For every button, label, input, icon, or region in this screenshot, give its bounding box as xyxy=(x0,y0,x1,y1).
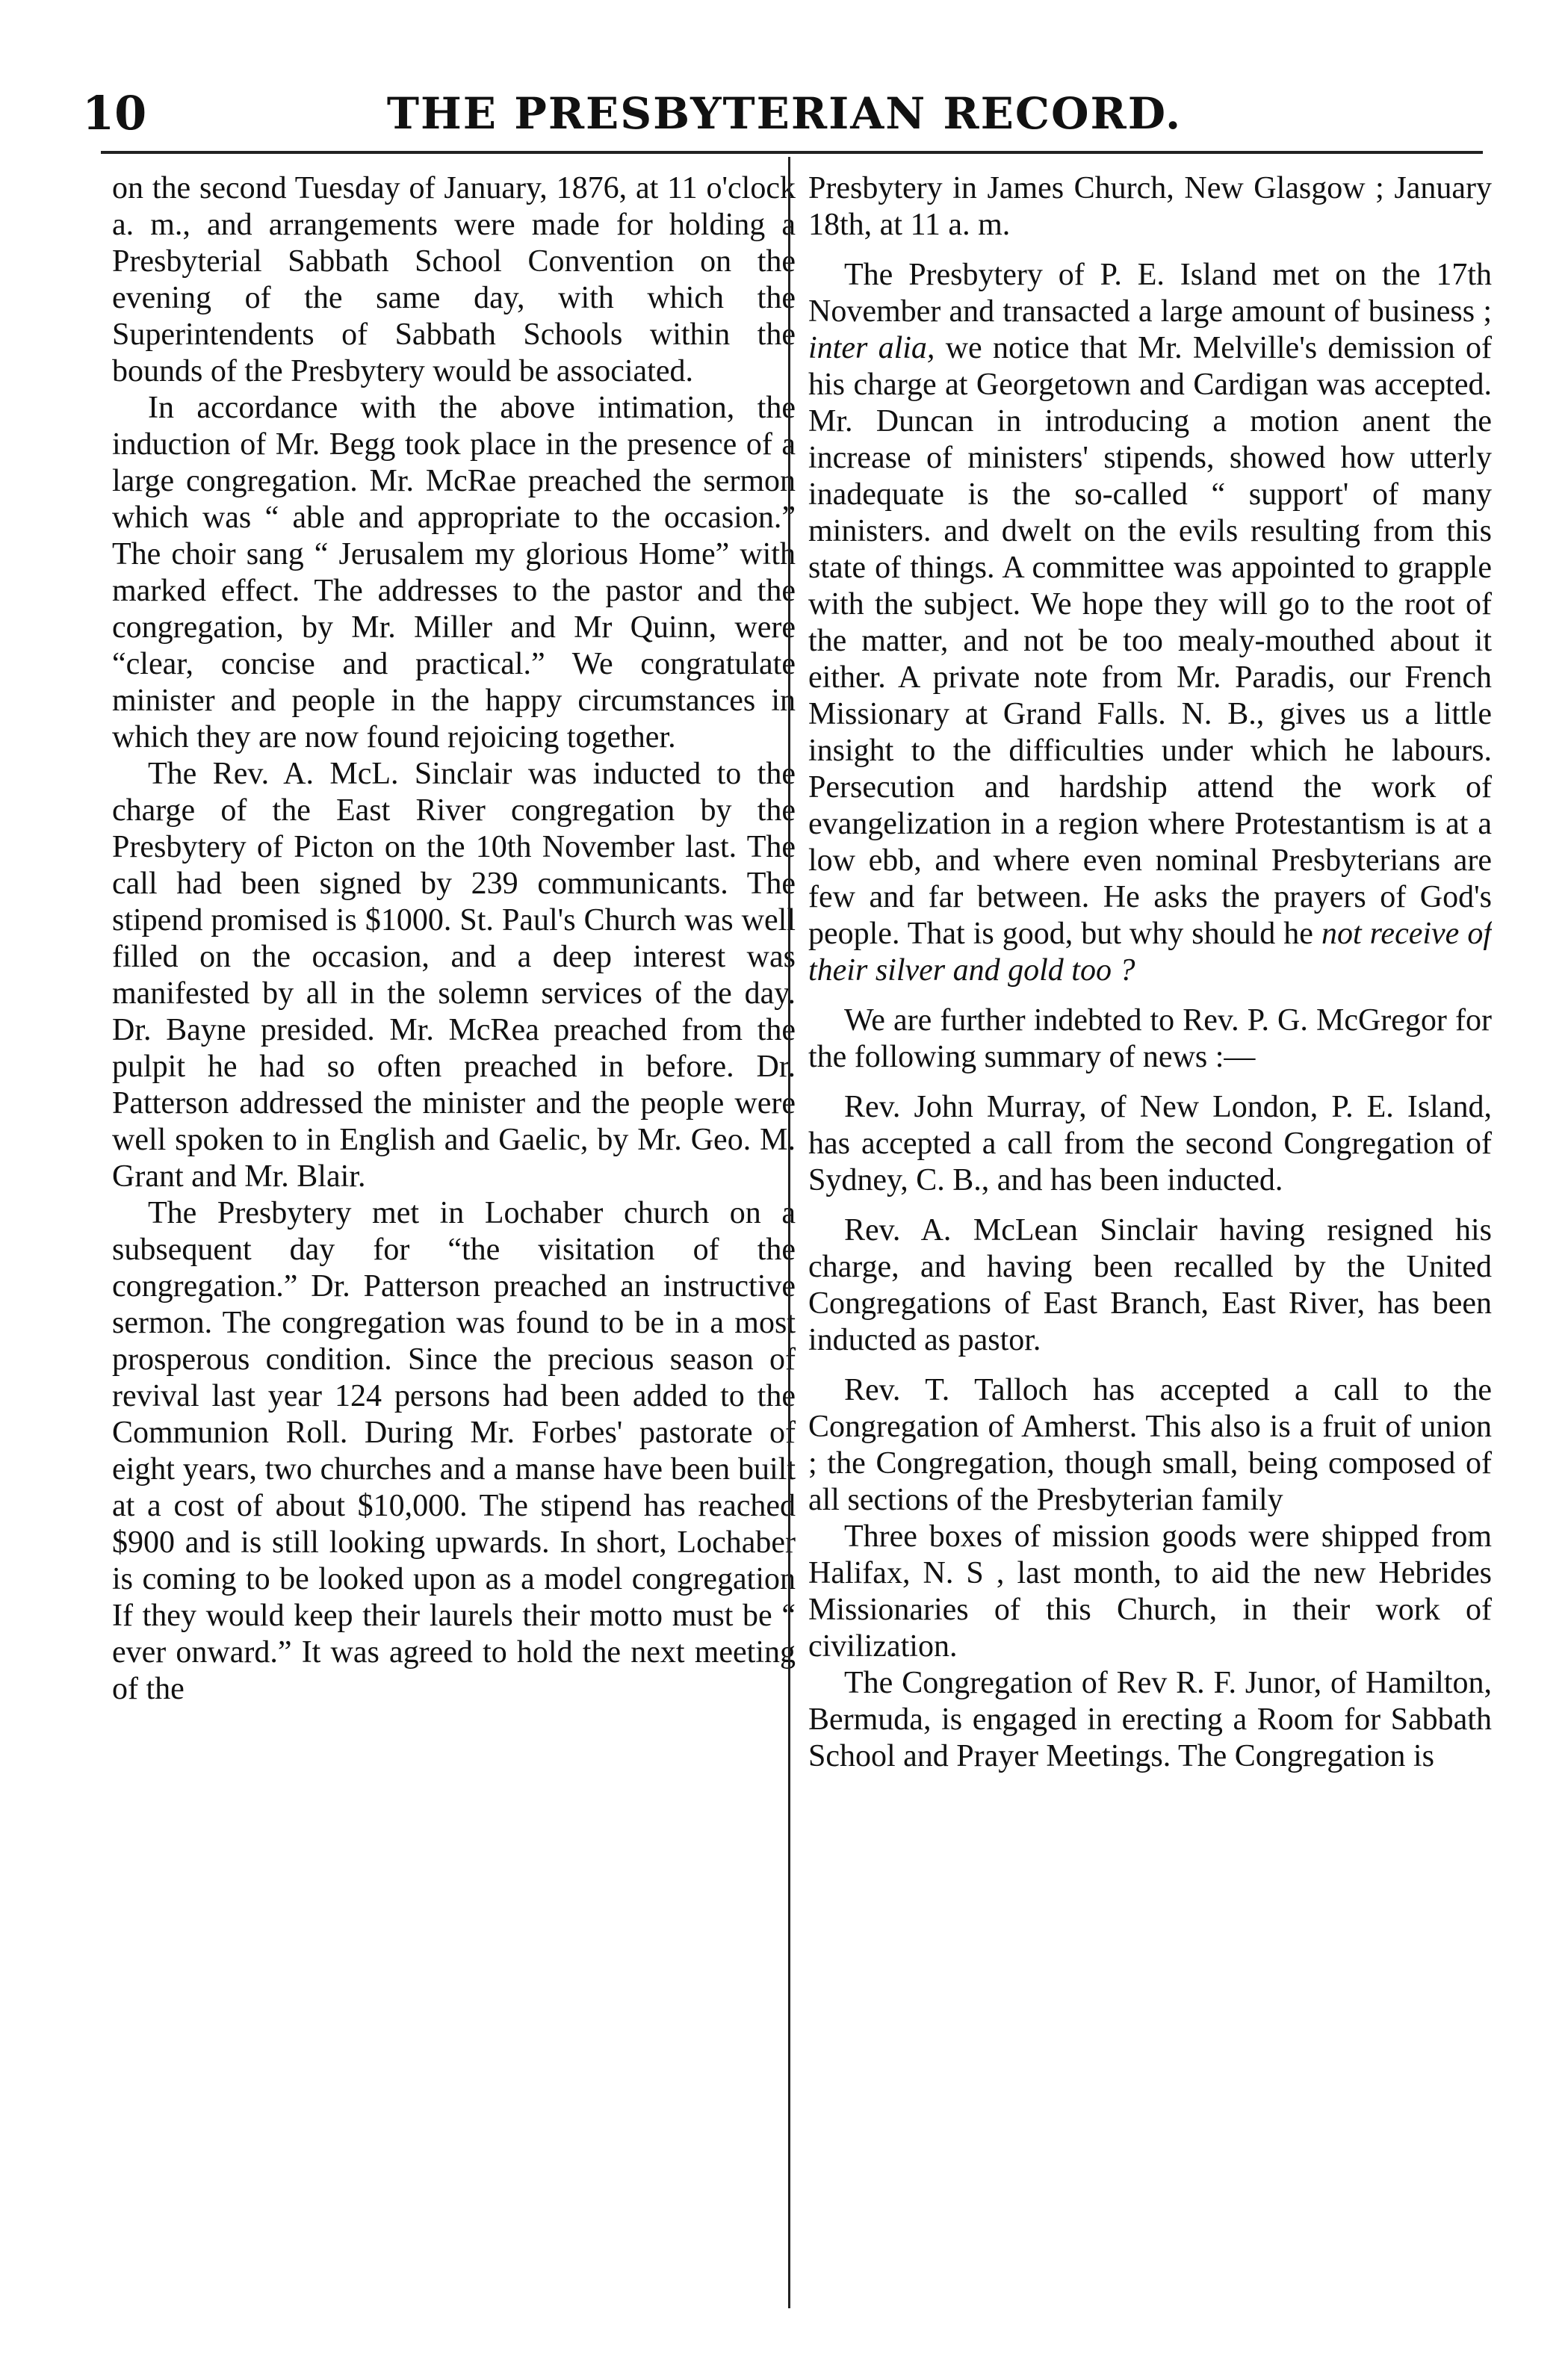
right-paragraph-1: Presbytery in James Church, New Glasgow ; January 18th, at 11 a. m. xyxy=(808,171,1492,242)
left-paragraph-1: on the second Tuesday of January, 1876, at 11 o'clock a. m., and arrangements were made for holding a Presbyterial Sabbath School Convention on the evening of the same day, with which the Superintendents of Sabbath Schools within the bounds of the Presbytery would be associated. xyxy=(112,171,796,388)
right-paragraph-2-part-2: we notice that Mr. Melville's demission of his charge at Georgetown and Cardigan was accepted. Mr. Duncan in introducing a motion anent the increase of ministers' stipends, showed how utterly inadequate is the so-called “ support' of many ministers. and dwelt on the evils resulting from this state of things. A committee was appointed to grapple with the subject. We hope they will go to the root of the matter, and not be too mealy-mouthed about it either. A private note from Mr. Paradis, our French Missionary at Grand Falls. N. B., gives us a little insight to the difficulties under which he labours. Persecution and hardship attend the work of evangelization in a region where Protestantism is at a low ebb, and where even nominal Presbyterians are few and far between. He asks the prayers of God's people. That is good, but why should he xyxy=(808,331,1492,951)
right-column xyxy=(808,170,1492,2307)
right-paragraph-3: We are further indebted to Rev. P. G. McGregor for the following summary of news :— xyxy=(808,1003,1492,1074)
right-paragraph-2 xyxy=(808,257,1492,989)
left-column xyxy=(112,170,796,2307)
right-paragraph-7: Three boxes of mission goods were shipped from Halifax, N. S , last month, to aid the new Hebrides Missionaries of this Church, in their work of civilization. xyxy=(808,1519,1492,1664)
right-paragraph-8: The Congregation of Rev R. F. Junor, of Hamilton, Bermuda, is engaged in erecting a Room for Sabbath School and Prayer Meetings. The Congregation is xyxy=(808,1666,1492,1773)
page-header xyxy=(82,84,1487,143)
right-paragraph-4: Rev. John Murray, of New London, P. E. Island, has accepted a call from the second Congregation of Sydney, C. B., and has been inducted. xyxy=(808,1090,1492,1197)
left-paragraph-4: The Presbytery met in Lochaber church on a subsequent day for “the visitation of the congregation.” Dr. Patterson preached an instructive sermon. The congregation was found to be in a most prosperous condition. Since the precious season of revival last year 124 persons had been added to the Communion Roll. During Mr. Forbes' pastorate of eight years, two churches and a manse have been built at a cost of about $10,000. The stipend has reached $900 and is still looking upwards. In short, Lochaber is coming to be looked upon as a model congregation If they would keep their laurels their motto must be “ ever onward.” It was agreed to hold the next meeting of the xyxy=(112,1196,796,1706)
right-paragraph-2-italic-2: not receive of their silver and gold too ? xyxy=(808,917,1492,988)
header-rule xyxy=(101,151,1483,154)
right-paragraph-6: Rev. T. Talloch has accepted a call to the Congregation of Amherst. This also is a fruit of union ; the Congregation, though small, being composed of all sections of the Presbyterian family xyxy=(808,1373,1492,1517)
right-paragraph-5: Rev. A. McLean Sinclair having resigned his charge, and having been recalled by the United Congregations of East Branch, East River, has been inducted as pastor. xyxy=(808,1213,1492,1357)
page-number: 10 xyxy=(82,86,147,140)
right-paragraph-2-italic: inter alia, xyxy=(808,331,935,365)
column-rule xyxy=(788,157,790,2308)
left-paragraph-3: The Rev. A. McL. Sinclair was inducted to the charge of the East River congregation by the Presbytery of Picton on the 10th November last. The call had been signed by 239 communicants. The stipend promised is $1000. St. Paul's Church was well filled on the occasion, and a deep interest was manifested by all in the solemn services of the day. Dr. Bayne presided. Mr. McRea preached from the pulpit he had so often preached in before. Dr. Patterson addressed the minister and the people were well spoken to in English and Gaelic, by Mr. Geo. M. Grant and Mr. Blair. xyxy=(112,757,796,1194)
running-title: THE PRESBYTERIAN RECORD. xyxy=(386,88,1183,139)
right-paragraph-2-part-1: The Presbytery of P. E. Island met on the 17th November and transacted a large amount of business ; xyxy=(808,258,1492,329)
left-paragraph-2: In accordance with the above intimation, the induction of Mr. Begg took place in the presence of a large congregation. Mr. McRae preached the sermon which was “ able and appropriate to the occasion.” The choir sang “ Jerusalem my glorious Home” with marked effect. The addresses to the pastor and the congregation, by Mr. Miller and Mr Quinn, were “clear, concise and practical.” We congratulate minister and people in the happy circumstances in which they are now found rejoicing together. xyxy=(112,391,796,754)
